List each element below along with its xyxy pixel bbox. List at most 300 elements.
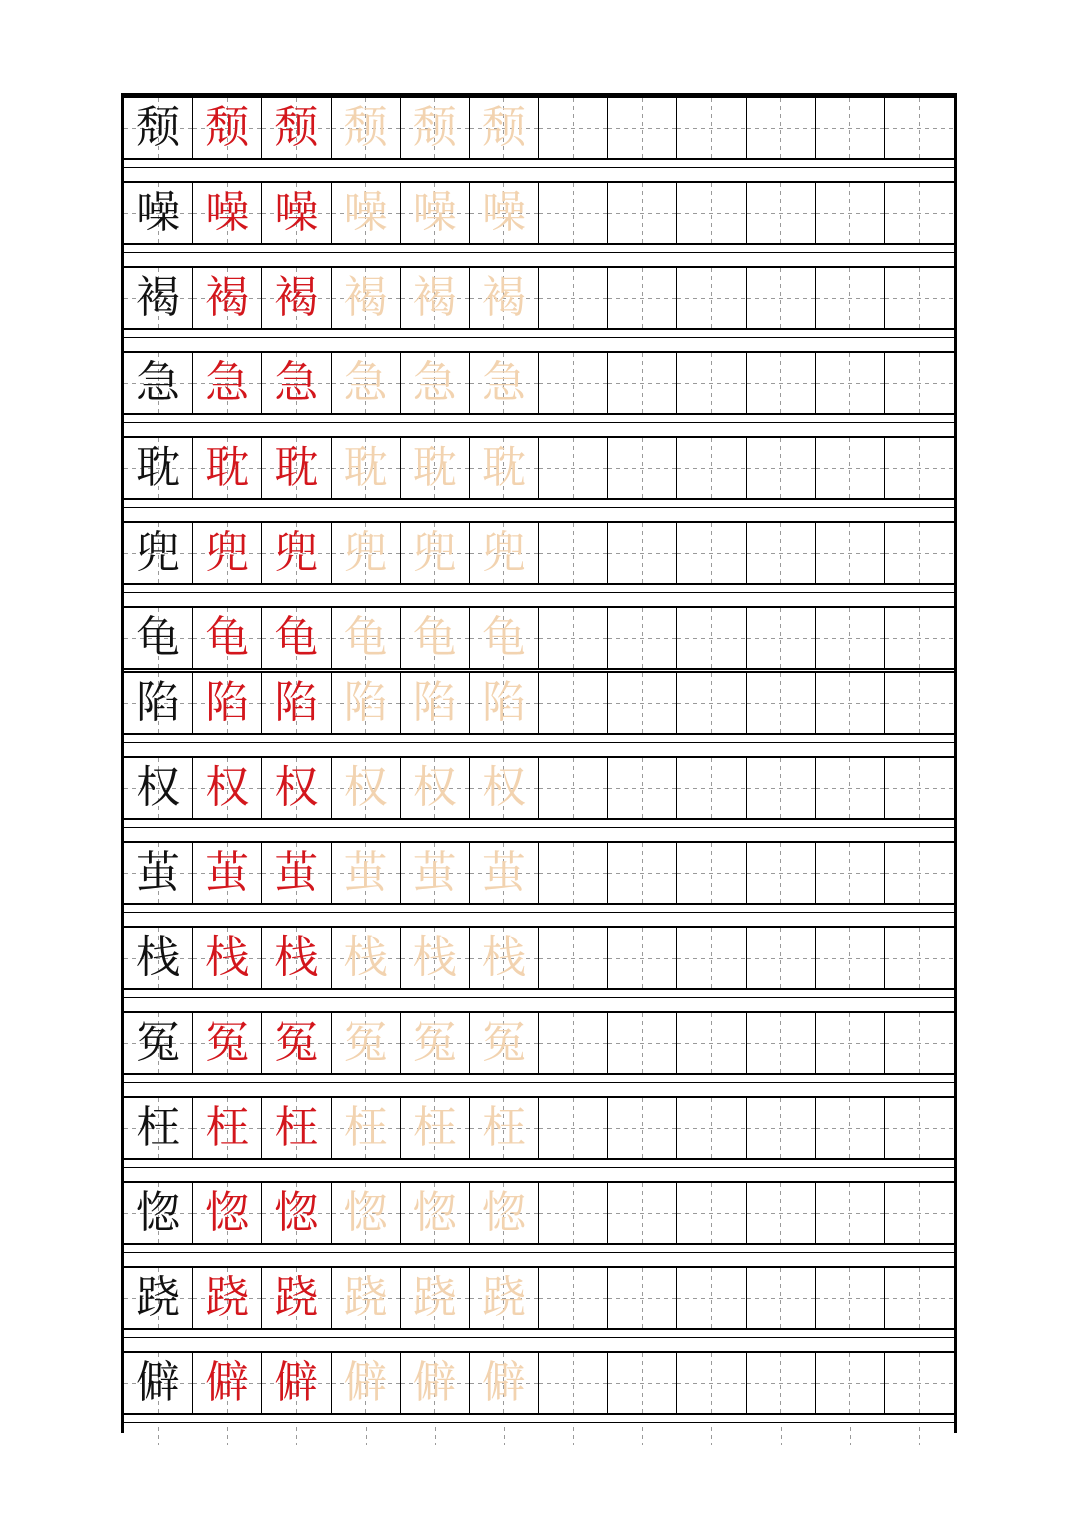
blank-practice-cell[interactable] (539, 523, 608, 583)
practice-row (124, 756, 954, 820)
blank-practice-cell[interactable] (816, 98, 885, 158)
pale-trace-character: 跷 (412, 1272, 457, 1323)
character-cell (124, 758, 193, 818)
character-cell (262, 438, 331, 498)
character-cell (262, 268, 331, 328)
blank-practice-cell[interactable] (608, 843, 677, 903)
blank-practice-cell[interactable] (539, 1183, 608, 1243)
pale-trace-character: 栈 (412, 932, 457, 983)
character-cell (470, 608, 539, 668)
row-separator (124, 422, 954, 423)
character-cell (262, 843, 331, 903)
blank-practice-cell[interactable] (816, 1098, 885, 1158)
red-trace-character: 茧 (205, 847, 250, 898)
pale-trace-character: 急 (481, 357, 526, 408)
practice-row (124, 1011, 954, 1075)
pale-trace-character: 权 (412, 762, 457, 813)
stub-guide (193, 1427, 262, 1445)
blank-practice-cell[interactable] (677, 758, 746, 818)
row-separator (124, 507, 954, 508)
character-cell (193, 1353, 262, 1413)
blank-practice-cell[interactable] (747, 268, 816, 328)
blank-practice-cell[interactable] (747, 353, 816, 413)
model-character: 冤 (136, 1017, 181, 1068)
blank-practice-cell[interactable] (747, 1183, 816, 1243)
blank-practice-cell[interactable] (608, 608, 677, 668)
practice-row (124, 96, 954, 160)
red-trace-character: 龟 (205, 612, 250, 663)
model-character: 噪 (136, 187, 181, 238)
model-character: 兜 (136, 527, 181, 578)
red-trace-character: 噪 (274, 187, 319, 238)
red-trace-character: 龟 (274, 612, 319, 663)
character-cell (193, 183, 262, 243)
red-trace-character: 耽 (205, 442, 250, 493)
practice-row (124, 1181, 954, 1245)
red-trace-character: 权 (205, 762, 250, 813)
blank-practice-cell[interactable] (677, 1183, 746, 1243)
pale-trace-character: 权 (343, 762, 388, 813)
model-character: 急 (136, 357, 181, 408)
character-cell (262, 673, 331, 733)
model-character: 龟 (136, 612, 181, 663)
blank-practice-cell[interactable] (539, 1013, 608, 1073)
character-cell (470, 928, 539, 988)
blank-practice-cell[interactable] (816, 268, 885, 328)
blank-practice-cell[interactable] (539, 183, 608, 243)
blank-practice-cell[interactable] (885, 673, 954, 733)
model-character: 跷 (136, 1272, 181, 1323)
character-cell (332, 1353, 401, 1413)
blank-practice-cell[interactable] (539, 268, 608, 328)
character-cell (401, 523, 470, 583)
row-separator (124, 1082, 954, 1083)
pale-trace-character: 颓 (343, 102, 388, 153)
character-cell (401, 183, 470, 243)
red-trace-character: 权 (274, 762, 319, 813)
red-trace-character: 耽 (274, 442, 319, 493)
blank-practice-cell[interactable] (885, 928, 954, 988)
character-cell (262, 523, 331, 583)
character-cell (262, 1268, 331, 1328)
blank-practice-cell[interactable] (608, 1268, 677, 1328)
row-separator (124, 912, 954, 913)
pale-trace-character: 僻 (481, 1357, 526, 1408)
character-cell (193, 268, 262, 328)
stub-guide (608, 1427, 677, 1445)
pale-trace-character: 兜 (343, 527, 388, 578)
model-character: 权 (136, 762, 181, 813)
character-cell (401, 1098, 470, 1158)
blank-practice-cell[interactable] (747, 608, 816, 668)
blank-practice-cell[interactable] (816, 758, 885, 818)
character-cell (470, 438, 539, 498)
pale-trace-character: 龟 (343, 612, 388, 663)
character-cell (470, 1013, 539, 1073)
pale-trace-character: 茧 (412, 847, 457, 898)
practice-sheet (121, 93, 957, 1433)
pale-trace-character: 惚 (343, 1187, 388, 1238)
practice-row (124, 521, 954, 585)
blank-practice-cell[interactable] (885, 758, 954, 818)
blank-practice-cell[interactable] (816, 928, 885, 988)
character-cell (470, 758, 539, 818)
character-cell (470, 1183, 539, 1243)
character-cell (401, 758, 470, 818)
blank-practice-cell[interactable] (816, 1013, 885, 1073)
pale-trace-character: 耽 (343, 442, 388, 493)
red-trace-character: 跷 (274, 1272, 319, 1323)
character-cell (193, 928, 262, 988)
character-cell (193, 1268, 262, 1328)
character-cell (262, 928, 331, 988)
character-cell (332, 928, 401, 988)
blank-practice-cell[interactable] (539, 758, 608, 818)
blank-practice-cell[interactable] (885, 1353, 954, 1413)
pale-trace-character: 耽 (412, 442, 457, 493)
blank-practice-cell[interactable] (608, 673, 677, 733)
blank-practice-cell[interactable] (885, 523, 954, 583)
red-trace-character: 冤 (205, 1017, 250, 1068)
pale-trace-character: 急 (343, 357, 388, 408)
blank-practice-cell[interactable] (747, 1353, 816, 1413)
pale-trace-character: 跷 (343, 1272, 388, 1323)
red-trace-character: 僻 (205, 1357, 250, 1408)
pale-trace-character: 褐 (343, 272, 388, 323)
character-cell (470, 98, 539, 158)
character-cell (332, 1268, 401, 1328)
model-character: 茧 (136, 847, 181, 898)
pale-trace-character: 跷 (481, 1272, 526, 1323)
blank-practice-cell[interactable] (885, 438, 954, 498)
blank-practice-cell[interactable] (539, 1353, 608, 1413)
character-cell (470, 353, 539, 413)
red-trace-character: 陷 (205, 677, 250, 728)
red-trace-character: 急 (274, 357, 319, 408)
pale-trace-character: 栈 (481, 932, 526, 983)
blank-practice-cell[interactable] (885, 268, 954, 328)
blank-practice-cell[interactable] (539, 438, 608, 498)
pale-trace-character: 茧 (343, 847, 388, 898)
red-trace-character: 栈 (274, 932, 319, 983)
blank-practice-cell[interactable] (677, 1098, 746, 1158)
blank-practice-cell[interactable] (608, 1013, 677, 1073)
practice-row (124, 436, 954, 500)
blank-practice-cell[interactable] (608, 183, 677, 243)
blank-practice-cell[interactable] (608, 353, 677, 413)
blank-practice-cell[interactable] (747, 1268, 816, 1328)
character-cell (470, 183, 539, 243)
stub-guide (124, 1427, 193, 1445)
character-cell (401, 843, 470, 903)
character-cell (124, 608, 193, 668)
pale-trace-character: 惚 (412, 1187, 457, 1238)
red-trace-character: 跷 (205, 1272, 250, 1323)
blank-practice-cell[interactable] (677, 438, 746, 498)
blank-practice-cell[interactable] (539, 353, 608, 413)
character-cell (401, 353, 470, 413)
character-cell (332, 98, 401, 158)
character-cell (262, 1013, 331, 1073)
character-cell (470, 673, 539, 733)
character-cell (193, 1098, 262, 1158)
pale-trace-character: 枉 (412, 1102, 457, 1153)
pale-trace-character: 耽 (481, 442, 526, 493)
red-trace-character: 惚 (205, 1187, 250, 1238)
pale-trace-character: 陷 (343, 677, 388, 728)
row-separator (124, 827, 954, 828)
red-trace-character: 褐 (205, 272, 250, 323)
blank-practice-cell[interactable] (816, 1183, 885, 1243)
pale-trace-character: 噪 (412, 187, 457, 238)
blank-practice-cell[interactable] (816, 608, 885, 668)
row-separator (124, 1252, 954, 1253)
character-cell (470, 1098, 539, 1158)
blank-practice-cell[interactable] (885, 1183, 954, 1243)
blank-practice-cell[interactable] (677, 928, 746, 988)
blank-practice-cell[interactable] (885, 183, 954, 243)
character-cell (124, 268, 193, 328)
pale-trace-character: 颓 (412, 102, 457, 153)
character-cell (262, 1098, 331, 1158)
row-separator (124, 1167, 954, 1168)
blank-practice-cell[interactable] (539, 1268, 608, 1328)
pale-trace-character: 惚 (481, 1187, 526, 1238)
character-cell (401, 608, 470, 668)
blank-practice-cell[interactable] (608, 268, 677, 328)
partial-row-stub (124, 1427, 954, 1445)
character-cell (193, 608, 262, 668)
red-trace-character: 栈 (205, 932, 250, 983)
character-cell (124, 928, 193, 988)
blank-practice-cell[interactable] (885, 1098, 954, 1158)
practice-row (124, 1351, 954, 1415)
model-character: 惚 (136, 1187, 181, 1238)
blank-practice-cell[interactable] (608, 1098, 677, 1158)
model-character: 褐 (136, 272, 181, 323)
blank-practice-cell[interactable] (747, 438, 816, 498)
blank-practice-cell[interactable] (747, 843, 816, 903)
red-trace-character: 褐 (274, 272, 319, 323)
blank-practice-cell[interactable] (885, 1013, 954, 1073)
stub-guide (539, 1427, 608, 1445)
row-separator (124, 1337, 954, 1338)
character-cell (401, 673, 470, 733)
red-trace-character: 噪 (205, 187, 250, 238)
red-trace-character: 陷 (274, 677, 319, 728)
character-cell (332, 438, 401, 498)
blank-practice-cell[interactable] (677, 1013, 746, 1073)
character-cell (401, 438, 470, 498)
character-cell (193, 1013, 262, 1073)
character-cell (124, 1013, 193, 1073)
pale-trace-character: 兜 (481, 527, 526, 578)
blank-practice-cell[interactable] (608, 758, 677, 818)
row-separator (124, 742, 954, 743)
blank-practice-cell[interactable] (677, 183, 746, 243)
blank-practice-cell[interactable] (885, 608, 954, 668)
pale-trace-character: 权 (481, 762, 526, 813)
blank-practice-cell[interactable] (677, 673, 746, 733)
practice-row (124, 266, 954, 330)
blank-practice-cell[interactable] (539, 673, 608, 733)
character-cell (332, 183, 401, 243)
pale-trace-character: 急 (412, 357, 457, 408)
practice-row (124, 841, 954, 905)
blank-practice-cell[interactable] (816, 673, 885, 733)
blank-practice-cell[interactable] (885, 1268, 954, 1328)
character-cell (401, 1013, 470, 1073)
character-cell (193, 843, 262, 903)
character-cell (332, 608, 401, 668)
character-cell (124, 353, 193, 413)
red-trace-character: 茧 (274, 847, 319, 898)
blank-practice-cell[interactable] (816, 1268, 885, 1328)
character-cell (470, 268, 539, 328)
red-trace-character: 颓 (205, 102, 250, 153)
character-cell (262, 98, 331, 158)
blank-practice-cell[interactable] (677, 98, 746, 158)
blank-practice-cell[interactable] (747, 1013, 816, 1073)
model-character: 耽 (136, 442, 181, 493)
character-cell (124, 843, 193, 903)
red-trace-character: 惚 (274, 1187, 319, 1238)
row-separator (124, 997, 954, 998)
row-separator (124, 1422, 954, 1423)
blank-practice-cell[interactable] (747, 928, 816, 988)
pale-trace-character: 龟 (481, 612, 526, 663)
row-separator (124, 337, 954, 338)
blank-practice-cell[interactable] (677, 1353, 746, 1413)
character-cell (262, 1353, 331, 1413)
character-cell (262, 608, 331, 668)
blank-practice-cell[interactable] (747, 523, 816, 583)
character-cell (193, 1183, 262, 1243)
blank-practice-cell[interactable] (539, 98, 608, 158)
pale-trace-character: 褐 (412, 272, 457, 323)
blank-practice-cell[interactable] (608, 98, 677, 158)
model-character: 陷 (136, 677, 181, 728)
pale-trace-character: 颓 (481, 102, 526, 153)
blank-practice-cell[interactable] (747, 673, 816, 733)
character-cell (124, 438, 193, 498)
blank-practice-cell[interactable] (747, 1098, 816, 1158)
character-cell (193, 98, 262, 158)
blank-practice-cell[interactable] (539, 843, 608, 903)
pale-trace-character: 僻 (412, 1357, 457, 1408)
blank-practice-cell[interactable] (747, 758, 816, 818)
blank-practice-cell[interactable] (747, 183, 816, 243)
character-cell (401, 1353, 470, 1413)
character-cell (332, 523, 401, 583)
blank-practice-cell[interactable] (677, 1268, 746, 1328)
blank-practice-cell[interactable] (677, 353, 746, 413)
character-cell (124, 98, 193, 158)
pale-trace-character: 兜 (412, 527, 457, 578)
character-cell (193, 438, 262, 498)
character-cell (262, 353, 331, 413)
practice-row (124, 926, 954, 990)
blank-practice-cell[interactable] (608, 928, 677, 988)
red-trace-character: 冤 (274, 1017, 319, 1068)
row-separator (124, 252, 954, 253)
practice-row (124, 351, 954, 415)
practice-row (124, 606, 954, 670)
blank-practice-cell[interactable] (608, 1183, 677, 1243)
character-cell (262, 1183, 331, 1243)
blank-practice-cell[interactable] (539, 608, 608, 668)
character-cell (332, 1183, 401, 1243)
blank-practice-cell[interactable] (608, 438, 677, 498)
pale-trace-character: 僻 (343, 1357, 388, 1408)
character-cell (124, 183, 193, 243)
pale-trace-character: 枉 (343, 1102, 388, 1153)
blank-practice-cell[interactable] (677, 843, 746, 903)
character-cell (193, 353, 262, 413)
practice-row (124, 1096, 954, 1160)
blank-practice-cell[interactable] (885, 843, 954, 903)
stub-guide (677, 1427, 746, 1445)
character-cell (332, 758, 401, 818)
character-cell (401, 1268, 470, 1328)
character-cell (332, 268, 401, 328)
red-trace-character: 枉 (274, 1102, 319, 1153)
blank-practice-cell[interactable] (677, 608, 746, 668)
blank-practice-cell[interactable] (816, 438, 885, 498)
blank-practice-cell[interactable] (885, 98, 954, 158)
character-cell (262, 183, 331, 243)
blank-practice-cell[interactable] (885, 353, 954, 413)
pale-trace-character: 噪 (343, 187, 388, 238)
pale-trace-character: 陷 (481, 677, 526, 728)
character-cell (332, 673, 401, 733)
blank-practice-cell[interactable] (539, 928, 608, 988)
red-trace-character: 颓 (274, 102, 319, 153)
character-cell (470, 1353, 539, 1413)
character-cell (262, 758, 331, 818)
character-cell (401, 928, 470, 988)
blank-practice-cell[interactable] (677, 523, 746, 583)
practice-row (124, 671, 954, 735)
stub-guide (885, 1427, 954, 1445)
red-trace-character: 急 (205, 357, 250, 408)
blank-practice-cell[interactable] (816, 183, 885, 243)
model-character: 僻 (136, 1357, 181, 1408)
character-cell (470, 523, 539, 583)
character-cell (124, 1098, 193, 1158)
blank-practice-cell[interactable] (816, 353, 885, 413)
character-cell (332, 353, 401, 413)
stub-guide (262, 1427, 331, 1445)
character-cell (124, 523, 193, 583)
blank-practice-cell[interactable] (677, 268, 746, 328)
pale-trace-character: 龟 (412, 612, 457, 663)
character-cell (332, 1013, 401, 1073)
blank-practice-cell[interactable] (816, 843, 885, 903)
row-separator (124, 167, 954, 168)
blank-practice-cell[interactable] (816, 1353, 885, 1413)
stub-guide (401, 1427, 470, 1445)
blank-practice-cell[interactable] (608, 523, 677, 583)
blank-practice-cell[interactable] (608, 1353, 677, 1413)
blank-practice-cell[interactable] (747, 98, 816, 158)
pale-trace-character: 枉 (481, 1102, 526, 1153)
blank-practice-cell[interactable] (816, 523, 885, 583)
blank-practice-cell[interactable] (539, 1098, 608, 1158)
pale-trace-character: 噪 (481, 187, 526, 238)
row-separator (124, 592, 954, 593)
character-cell (124, 1353, 193, 1413)
